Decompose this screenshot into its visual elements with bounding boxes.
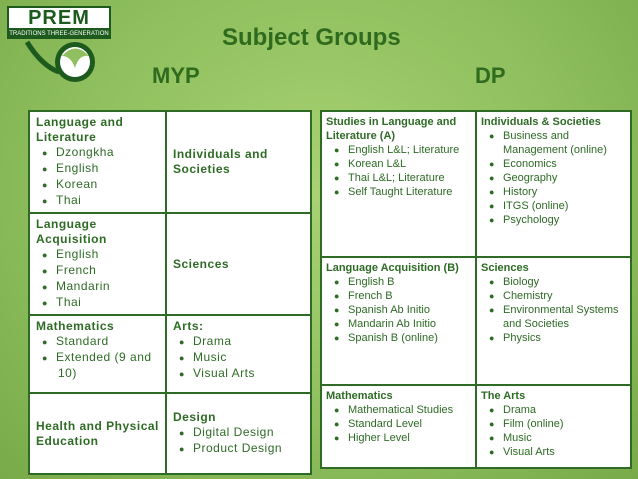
list-item: ● Standard Level: [326, 417, 471, 431]
list-item: ● Higher Level: [326, 431, 471, 445]
list-item: ● French B: [326, 289, 471, 303]
list-item: ● Mandarin Ab Initio: [326, 317, 471, 331]
list-item: ● English: [36, 161, 159, 177]
cell-title: Sciences: [173, 256, 230, 271]
school-logo: [7, 6, 111, 84]
list-item: ● English L&L; Literature: [326, 143, 471, 157]
list-item: ● Thai: [36, 295, 159, 311]
cell-title: Mathematics: [326, 390, 393, 402]
list-item: ● Film (online): [481, 417, 626, 431]
list-item: ● Spanish Ab Initio: [326, 303, 471, 317]
dp-cell: [476, 111, 631, 257]
logo-tagline: TRADITIONS THREE-GENERATION: [7, 30, 111, 39]
cell-title: Arts:: [173, 319, 204, 333]
list-item: ● Dzongkha: [36, 145, 159, 161]
myp-cell: [166, 315, 311, 393]
list-item: ● Korean L&L: [326, 157, 471, 171]
list-item: ● Geography: [481, 171, 626, 185]
dp-cell: [476, 257, 631, 385]
list-item: ● Spanish B (online): [326, 331, 471, 345]
list-item: ● Visual Arts: [173, 366, 304, 382]
myp-cell: [29, 111, 166, 213]
cell-title: Individuals & Societies: [481, 116, 601, 128]
list-item: ● ITGS (online): [481, 199, 626, 213]
list-item: ● Thai: [36, 193, 159, 209]
logo-name: PREM: [7, 6, 111, 30]
dp-cell: [321, 111, 476, 257]
list-item: ● Biology: [481, 275, 626, 289]
list-item: ● History: [481, 185, 626, 199]
myp-cell: [166, 111, 311, 213]
myp-cell: [29, 393, 166, 474]
cell-title: Studies in Language and Literature (A): [326, 116, 457, 142]
page-title: Subject Groups: [222, 24, 401, 51]
list-item: ● Economics: [481, 157, 626, 171]
list-item: ● Extended (9 and 10): [36, 350, 159, 381]
list-item: ● Visual Arts: [481, 445, 626, 459]
myp-cell: [166, 213, 311, 315]
cell-title: Mathematics: [36, 319, 115, 333]
list-item: ● Digital Design: [173, 425, 282, 441]
list-item: ● Product Design: [173, 441, 282, 457]
list-item: ● Self Taught Literature: [326, 185, 471, 199]
list-item: ● English B: [326, 275, 471, 289]
list-item: ● Environmental Systems and Societies: [481, 303, 626, 331]
cell-title: Language Acquisition: [36, 217, 107, 246]
list-item: ● Korean: [36, 177, 159, 193]
cell-title: Individuals and Societies: [173, 147, 268, 176]
myp-heading: MYP: [152, 63, 200, 88]
cell-title: The Arts: [481, 390, 526, 402]
list-item: ● Music: [173, 350, 304, 366]
cell-title: Design: [173, 410, 217, 424]
myp-table: [28, 110, 312, 475]
logo-emblem-icon: [7, 6, 111, 84]
list-item: ● Drama: [481, 403, 626, 417]
dp-cell: [321, 385, 476, 468]
list-item: ● Thai L&L; Literature: [326, 171, 471, 185]
list-item: ● Standard: [36, 334, 159, 350]
list-item: ● Mathematical Studies: [326, 403, 471, 417]
cell-title: Language Acquisition (B): [326, 262, 459, 274]
list-item: ● French: [36, 263, 159, 279]
dp-cell: [476, 385, 631, 468]
list-item: ● Music: [481, 431, 626, 445]
list-item: ● Physics: [481, 331, 626, 345]
cell-title: Language and Literature: [36, 115, 124, 144]
list-item: ● Business and Management (online): [481, 129, 626, 157]
dp-heading: DP: [475, 63, 506, 88]
dp-table: [320, 110, 632, 469]
list-item: ● Drama: [173, 334, 304, 350]
list-item: ● Mandarin: [36, 279, 159, 295]
dp-cell: [321, 257, 476, 385]
cell-title: Sciences: [481, 262, 529, 274]
list-item: ● Psychology: [481, 213, 626, 227]
myp-cell: [29, 315, 166, 393]
myp-cell: [166, 393, 311, 474]
list-item: ● English: [36, 247, 159, 263]
cell-title: Health and Physical Education: [36, 418, 159, 448]
myp-cell: [29, 213, 166, 315]
list-item: ● Chemistry: [481, 289, 626, 303]
